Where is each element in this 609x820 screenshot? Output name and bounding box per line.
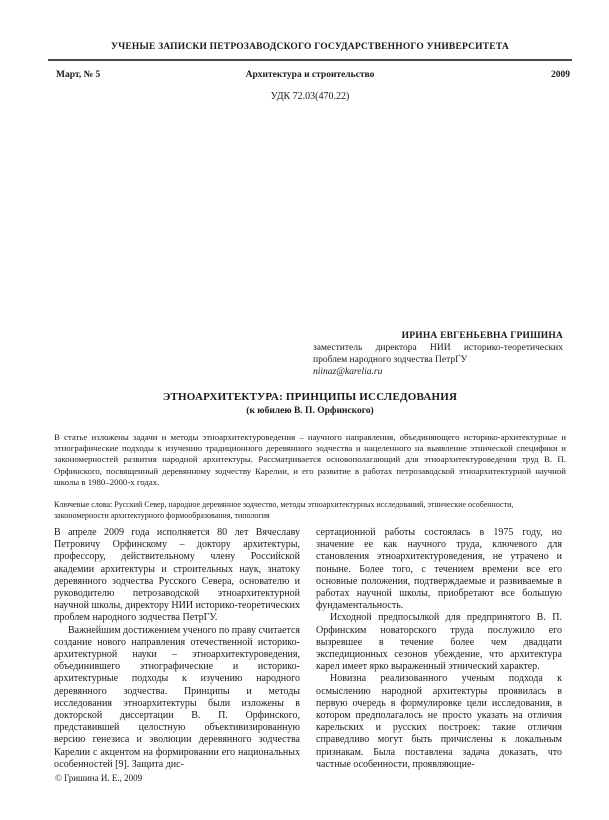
keywords-label: Ключевые слова:	[54, 500, 113, 509]
body-paragraph: сертационной работы состоялась в 1975 году, но значение ее как научного труда, ключевого для становления этноархитектуроведения, не утрачено и поныне. Более того, с течением времени все его основные положения, подтверждаемые и развиваемые в работах научной школы, приобретают все большую фундаментальность.	[316, 527, 562, 612]
author-block	[313, 330, 563, 378]
body-paragraph: В апреле 2009 года исполняется 80 лет Вячеславу Петровичу Орфинскому – доктору архитектуры, профессору, действительному члену Российской академии архитектуры и строительных наук, знатоку деревянного зодчества Русского Севера, основателю и руководителю петрозаводской этноархитектурной научной школы, директору НИИ историко-теоретических проблем народного зодчества ПетрГУ.	[54, 527, 300, 624]
section-label: Архитектура и строительство	[245, 70, 375, 80]
article-title: ЭТНОАРХИТЕКТУРА: ПРИНЦИПЫ ИССЛЕДОВАНИЯ	[162, 391, 458, 403]
author-email: niinaz@karelia.ru	[313, 367, 383, 377]
keywords-list: Русский Север, народное деревянное зодчество, методы этноархитектурных исследований, этнические особенности, закономерности архитектурного формообразования, типология	[54, 500, 514, 520]
right-column	[316, 527, 562, 771]
author-name: ИРИНА ЕВГЕНЬЕВНА ГРИШИНА	[401, 331, 563, 341]
issue-label: Март, № 5	[56, 70, 101, 80]
author-affiliation: заместитель директора НИИ историко-теоретических проблем народного зодчества ПетрГУ	[313, 343, 563, 365]
header-rule	[48, 59, 572, 61]
year-label: 2009	[551, 70, 570, 80]
body-paragraph: Исходной предпосылкой для предпринятого В. П. Орфинским новаторского труда послужило его вызревшее в течение более чем двадцати экспедиционных сезонов убеждение, что архитектура карел имеет ярко выраженный этнический характер.	[316, 612, 562, 673]
body-paragraph: Новизна реализованного ученым подхода к осмыслению народной архитектуры проявилась в первую очередь в формулировке цели исследования, в котором предполагалось не просто указать на отличия карельских и русских построек: такие отличия справедливо могут быть причислены к локальным признакам. Была поставлена задача доказать, что частные особенности, проявляющие-	[316, 673, 562, 770]
keywords-block	[54, 500, 566, 521]
udc-code: УДК 72.03(470.22)	[270, 91, 350, 102]
abstract-text: В статье изложены задачи и методы этноархитектуроведения – научного направления, объединяющего историко-архитектурные и этнографические подходы к изучению традиционного деревянного зодчества и нацеленного на выявление этнической специфики и закономерностей развития народной архитектуры. Рассматривается основополагающий для этноархитектуроведения труд В. П. Орфинского, посвященный деревянному зодчеству Карелии, и его развитие в работах петрозаводской этноархитектурной научной школы в 1980–2000-х годах.	[54, 432, 566, 487]
left-column	[54, 527, 300, 771]
body-columns	[54, 527, 562, 771]
copyright-notice: © Гришина И. Е., 2009	[55, 773, 143, 783]
article-subtitle: (к юбилею В. П. Орфинского)	[246, 406, 374, 416]
journal-title: УЧЕНЫЕ ЗАПИСКИ ПЕТРОЗАВОДСКОГО ГОСУДАРСТВЕННОГО УНИВЕРСИТЕТА	[111, 42, 509, 52]
body-paragraph: Важнейшим достижением ученого по праву считается создание нового направления отечественной историко-архитектурной науки – этноархитектуроведения, объединившего этнографические и историко-архитектурные подходы к изучению народного деревянного зодчества. Принципы и методы исследования этноархитектуры были изложены в докторской диссертации В. П. Орфинского, представившей целостную объективизированную версию генезиса и эволюции деревянного зодчества Карелии с акцентом на формировании его национальных особенностей [9]. Защита дис-	[54, 624, 300, 770]
